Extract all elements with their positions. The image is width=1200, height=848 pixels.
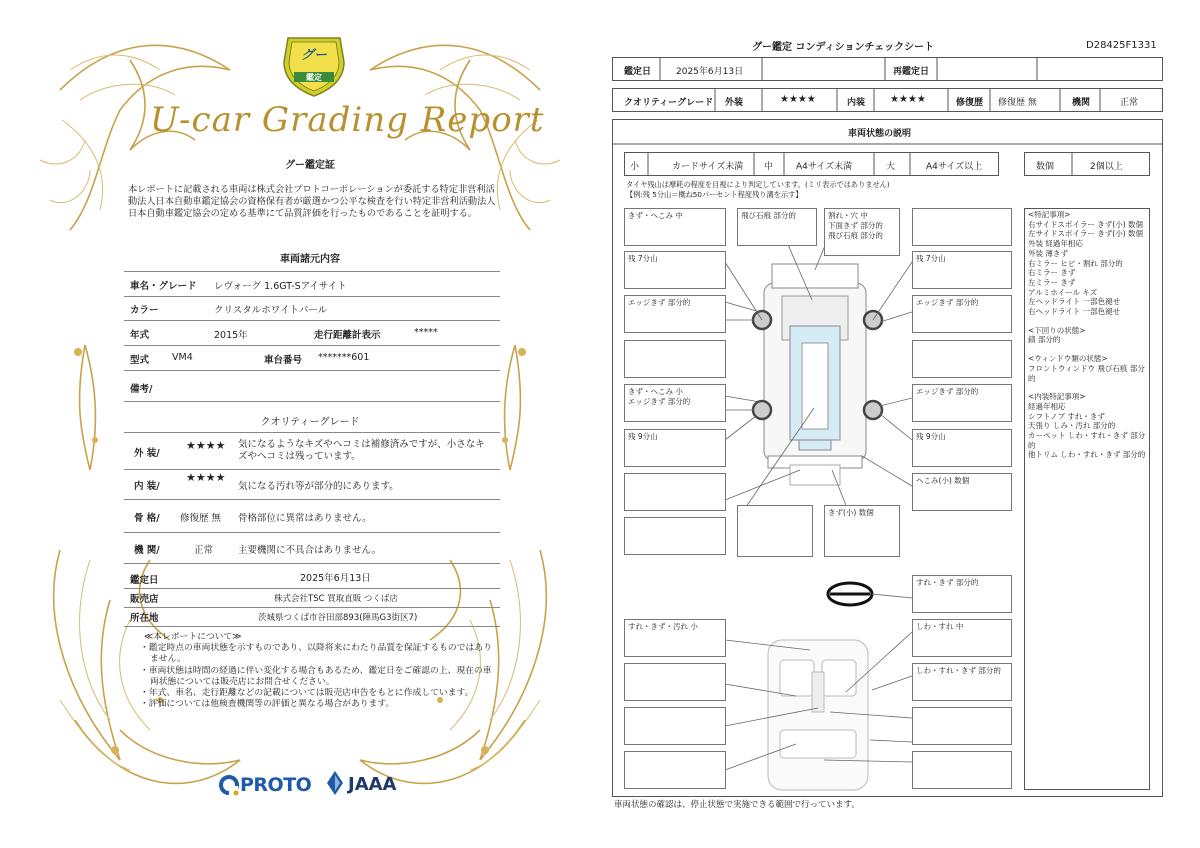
- proto-logo: [218, 772, 328, 798]
- frame-value: 修復歴 無: [180, 513, 222, 524]
- sheet-footer: 車両状態の確認は、停止状態で実施できる範囲で行っています。: [614, 800, 860, 810]
- note-right-5: エッジきず 部分的: [912, 384, 1012, 422]
- spec-line: 右ミラー ヒビ・割れ 部分的: [1028, 258, 1123, 268]
- spec-line: 外装 薄きず: [1028, 248, 1068, 258]
- note-top-1: 飛び石痕 部分的: [737, 208, 817, 246]
- legend-large: 大: [886, 162, 896, 172]
- shop-label: 販売店: [130, 594, 159, 605]
- note-item: ・年式、車名、走行距離などの記載については販売店申告をもとに作成しています。: [140, 688, 474, 699]
- quality-row-exterior: [124, 432, 500, 470]
- spec-line: 外装 経過年相応: [1028, 239, 1083, 249]
- sheet-title: グー鑑定 コンディションチェックシート: [752, 42, 935, 53]
- remarks-label: 備考/: [130, 384, 153, 395]
- note-item: ・評価については他検査機関等の評価と異なる場合があります。: [140, 699, 395, 710]
- note-interior-1: すれ・きず・汚れ 小: [624, 619, 726, 657]
- rengine-label: 機関: [1072, 98, 1091, 108]
- quality-row-engine: [124, 533, 500, 564]
- note-right-1: [912, 208, 1012, 246]
- address-label: 所在地: [130, 613, 159, 624]
- interior-line: 他トリム しわ・すれ・きず 部分的: [1028, 450, 1146, 460]
- note-left-2: 残 7分山: [624, 251, 726, 289]
- note-interior-2: しわ・すれ 中: [912, 619, 1012, 657]
- note-left-4: [624, 340, 726, 378]
- proto-mark-icon: [218, 774, 240, 796]
- spec-title: <特記事項>: [1028, 210, 1071, 219]
- legend-large-desc: A4サイズ以上: [926, 162, 983, 172]
- note-top-2: 割れ・穴 中 下面きず 部分的 飛び石痕 部分的: [824, 208, 900, 256]
- frame-text: 骨格部位に異常はありません。: [238, 513, 372, 524]
- badge-bottom-text: 鑑定: [306, 73, 322, 82]
- date-label: 鑑定日: [130, 575, 159, 586]
- jaaa-mark-icon: [326, 770, 344, 796]
- spec-row-model: [124, 346, 500, 371]
- note-left-8: [624, 517, 726, 555]
- shop-value: 株式会社TSC 買取直販 つくば店: [274, 594, 398, 604]
- date-value: 2025年6月13日: [300, 573, 371, 584]
- interior-line: シフトノブ すれ・きず: [1028, 411, 1105, 421]
- ext-stars: ★★★★: [780, 94, 816, 105]
- spec-heading: 車両諸元内容: [280, 254, 340, 265]
- explain-heading: 車両状態の説明: [848, 129, 912, 139]
- note-right-7: へこみ(小) 数個: [912, 473, 1012, 511]
- legend-count: 数個: [1036, 162, 1055, 172]
- exterior-stars: ★★★★: [186, 439, 226, 452]
- model-label: 型式: [130, 355, 150, 366]
- badge-top-text: グー: [300, 48, 327, 63]
- note-interior-3: [624, 663, 726, 701]
- note-left-3: エッジきず 部分的: [624, 295, 726, 333]
- rdate-value: 2025年6月13日: [676, 67, 744, 77]
- note-interior-7: [624, 751, 726, 789]
- spec-row-color: [124, 296, 500, 321]
- notes-title: ≪本レポートについて≫: [144, 632, 242, 642]
- rengine-value: 正常: [1120, 98, 1139, 108]
- note-left-5: きず・へこみ 小 エッジきず 部分的: [624, 384, 726, 422]
- address-value: 茨城県つくば市谷田部893(陣馬G3街区7): [258, 613, 418, 623]
- mileage-value: *****: [414, 327, 438, 338]
- spec-line: 左サイドスポイラー きず(小) 数個: [1028, 229, 1144, 239]
- year-value: 2015年: [214, 330, 248, 341]
- spec-line: 右ヘッドライト 一部色褪せ: [1028, 307, 1121, 317]
- note-left-1: きず・へこみ 中: [624, 208, 726, 246]
- repair-label: 修復歴: [956, 98, 984, 108]
- report-title: U-car Grading Report: [150, 100, 545, 140]
- note-right-2: 残 7分山: [912, 251, 1012, 289]
- jaaa-text: JAAA: [348, 774, 397, 795]
- note-right-6: 残 9分山: [912, 429, 1012, 467]
- note-steering: すれ・きず 部分的: [912, 575, 1012, 613]
- note-item: ・車両状態は時間の経過に伴い変化する場合もあるため、鑑定日をご確認の上、現在の車両状態については販売店にお問合せください。: [140, 665, 492, 687]
- note-interior-8: [912, 751, 1012, 789]
- name-value: レヴォーグ 1.6GT-Sアイサイト: [214, 281, 347, 292]
- spec-row-year: [124, 321, 500, 346]
- legend-small: 小: [630, 162, 640, 172]
- tire-example: 【例:残 5分山＝概ね50パーセント程度残り溝を示す】: [626, 190, 803, 199]
- spec-line: 左ミラー きず: [1028, 277, 1076, 287]
- quality-heading: クオリティーグレード: [260, 417, 360, 428]
- color-value: クリスタルホワイトパール: [214, 305, 328, 316]
- address-row: [124, 608, 500, 627]
- under-line: 錆 部分的: [1028, 335, 1061, 345]
- int-label: 内装: [847, 98, 866, 108]
- note-right-3: エッジきず 部分的: [912, 295, 1012, 333]
- color-label: カラー: [130, 305, 159, 316]
- tire-note: タイヤ残山は摩耗の程度を目視により判定しています。(ミリ表示ではありません): [626, 180, 890, 189]
- interior-label: 内 装/: [134, 481, 160, 492]
- chassis-label: 車台番号: [264, 355, 303, 366]
- mileage-label: 走行距離計表示: [314, 330, 381, 341]
- note-interior-4: しわ・すれ・きず 部分的: [912, 663, 1012, 701]
- legend-medium-desc: A4サイズ未満: [796, 162, 853, 172]
- note-bottom-2: きず(小) 数個: [824, 505, 900, 557]
- certificate-subtitle: グー鑑定証: [285, 160, 335, 171]
- note-right-4: [912, 340, 1012, 378]
- note-left-6: 残 9分山: [624, 429, 726, 467]
- interior-stars: ★★★★: [186, 471, 226, 484]
- chassis-value: *******601: [318, 352, 370, 363]
- model-value: VM4: [172, 352, 193, 363]
- interior-text: 気になる汚れ等が部分的にあります。: [238, 481, 399, 492]
- note-interior-6: [912, 707, 1012, 745]
- spec-row-remarks: [124, 371, 500, 402]
- ext-label: 外装: [725, 98, 744, 108]
- rdate-label: 鑑定日: [624, 67, 652, 77]
- exterior-text: 気になるようなキズやヘコミは補修済みですが、小さなキズやヘコミは残っています。: [238, 439, 485, 462]
- spec-row-name: [124, 271, 500, 297]
- quality-row-interior: [124, 469, 500, 500]
- report-notes: [138, 632, 498, 710]
- engine-text: 主要機関に不具合はありません。: [238, 545, 382, 556]
- document-id: D28425F1331: [1086, 40, 1157, 51]
- interior-line: 天張り しみ・汚れ 部分的: [1028, 421, 1116, 431]
- date-row: [124, 566, 500, 589]
- window-title: <ウィンドウ類の状態>: [1028, 354, 1108, 364]
- special-notes: [1028, 210, 1150, 460]
- spec-line: アルミホイール キズ: [1028, 287, 1098, 297]
- exterior-label: 外 装/: [134, 448, 160, 459]
- interior-title: <内装特記事項>: [1028, 392, 1086, 402]
- under-title: <下回りの状態>: [1028, 325, 1086, 335]
- certificate-intro: 本レポートに記載される車両は株式会社プロトコーポレーションが委託する特定非営利活動法人日本自動車鑑定協会の資格保有者が厳選かつ公平な検査を行い特定非営利活動法人日本自動車鑑定協会の定める基準にて品質評価を行ったものであることを証明する。: [128, 184, 496, 219]
- year-label: 年式: [130, 330, 150, 341]
- legend-medium: 中: [764, 162, 774, 172]
- frame-label: 骨 格/: [134, 513, 160, 524]
- shop-row: [124, 589, 500, 608]
- engine-value: 正常: [194, 545, 214, 556]
- interior-line: カーペット しわ・すれ・きず 部分的: [1028, 431, 1146, 450]
- engine-label: 機 関/: [134, 545, 160, 556]
- proto-text: PROTO: [240, 774, 312, 796]
- int-stars: ★★★★: [890, 94, 926, 105]
- condition-check-sheet: [600, 0, 1200, 848]
- note-item: ・鑑定時点の車両状態を示すものであり、以降将来にわたり品質を保証するものではありません。: [140, 643, 492, 665]
- legend-small-desc: カードサイズ未満: [672, 162, 744, 172]
- note-interior-5: [624, 707, 726, 745]
- note-left-7: [624, 473, 726, 511]
- window-line: フロントウィンドウ 飛び石痕 部分的: [1028, 363, 1145, 383]
- legend-count-desc: 2個以上: [1090, 162, 1123, 172]
- jaaa-logo: [326, 770, 416, 798]
- interior-line: 経過年相応: [1028, 401, 1066, 411]
- grade-label: クオリティーグレード: [624, 98, 714, 108]
- name-label: 車名・グレード: [130, 281, 197, 292]
- spec-line: 左ヘッドライト 一部色褪せ: [1028, 297, 1121, 307]
- repair-value: 修復歴 無: [998, 98, 1037, 108]
- quality-row-frame: [124, 500, 500, 533]
- spec-line: 右サイドスポイラー きず(小) 数個: [1028, 219, 1144, 229]
- note-bottom-1: [737, 505, 813, 557]
- spec-line: 右ミラー きず: [1028, 268, 1076, 278]
- redate-label: 再鑑定日: [893, 67, 930, 77]
